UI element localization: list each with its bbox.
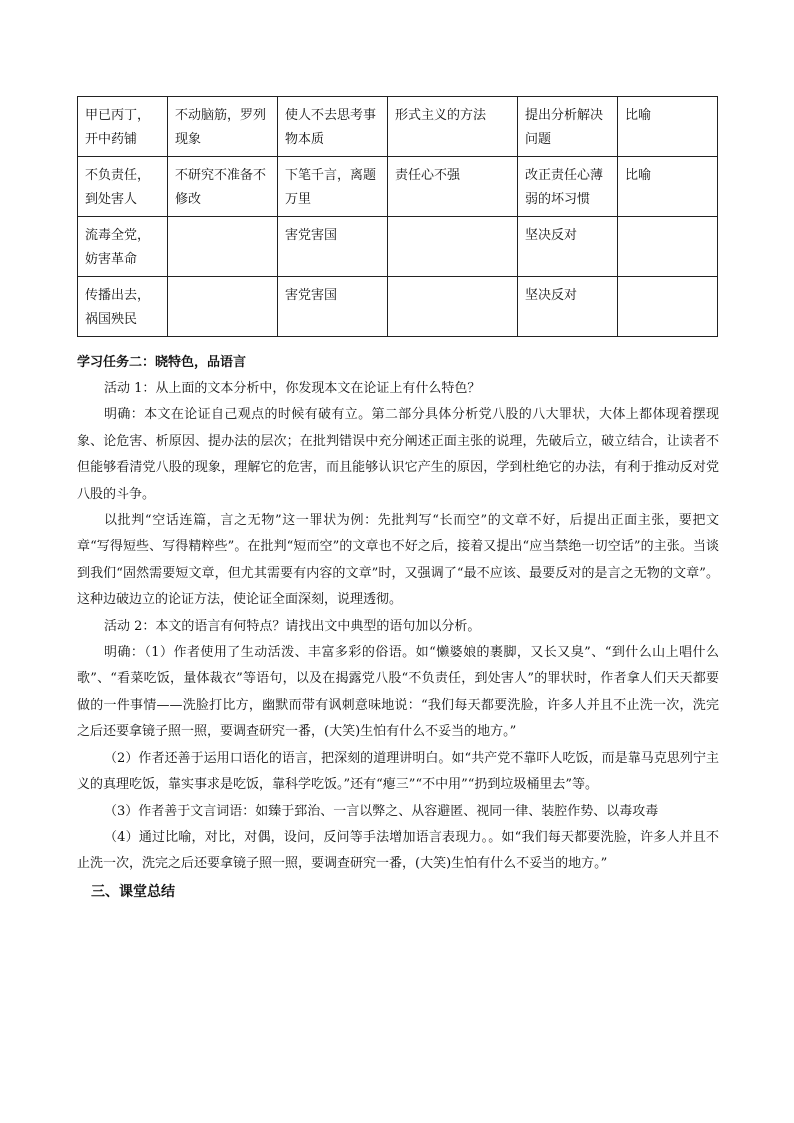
- activity1-answer-2: 以批判“空话连篇，言之无物”这一罪状为例：先批判写“长而空”的文章不好，后提出正面主张，要把文章“写得短些、写得精粹些”。在批判“短而空”的文章也不好之后，接着又提出“应当禁绝一切空话”的主张。当谈到我们“固然需要短文章，但尤其需要有内容的文章”时，又强调了“最不应该、最要反对的是言之无物的文章”。这种边破边立的论证方法，使论证全面深刻，说理透彻。: [77, 513, 719, 608]
- main-content: [77, 350, 719, 906]
- table-cell: 不负责任，到处害人: [78, 157, 168, 217]
- table-cell: 流毒全党，妨害革命: [78, 217, 168, 277]
- table-cell: 害党害国: [278, 277, 388, 337]
- table-cell: 提出分析解决问题: [518, 97, 618, 157]
- table-cell: 责任心不强: [388, 157, 518, 217]
- table-cell: 比喻: [618, 157, 718, 217]
- table-cell: 甲已丙丁，开中药铺: [78, 97, 168, 157]
- table-cell: 不动脑筋，罗列现象: [168, 97, 278, 157]
- activity2-answer-4: （4）通过比喻，对比，对偶，设问，反问等手法增加语言表现力。。如“我们每天都要洗脸，许多人并且不止洗一次，洗完之后还要拿镜子照一照，要调查研究一番，(大笑)生怕有什么不妥当的地方。”: [77, 829, 719, 872]
- table-cell: 使人不去思考事物本质: [278, 97, 388, 157]
- table-cell: [388, 277, 518, 337]
- table-cell: 比喻: [618, 97, 718, 157]
- table-row: [78, 217, 718, 277]
- table-cell: [618, 277, 718, 337]
- table-cell: 下笔千言，离题万里: [278, 157, 388, 217]
- section3-title: 三、课堂总结: [91, 883, 175, 900]
- table-cell: [618, 217, 718, 277]
- table-cell: [388, 217, 518, 277]
- table-cell: [168, 277, 278, 337]
- activity1-question: 活动 1：从上面的文本分析中，你发现本文在论证上有什么特色？: [104, 381, 481, 396]
- table-cell: 不研究不准备不修改: [168, 157, 278, 217]
- table-cell: 传播出去，祸国殃民: [78, 277, 168, 337]
- table-cell: 改正责任心薄弱的坏习惯: [518, 157, 618, 217]
- table-cell: [168, 217, 278, 277]
- task2-title: 学习任务二：晓特色，品语言: [77, 355, 247, 370]
- table-cell: 坚决反对: [518, 217, 618, 277]
- table-row: [78, 97, 718, 157]
- table-cell: 形式主义的方法: [388, 97, 518, 157]
- activity1-answer-1: 明确：本文在论证自己观点的时候有破有立。第二部分具体分析党八股的八大罪状，大体上都体现着摆现象、论危害、析原因、提办法的层次；在批判错误中充分阐述正面主张的说理，先破后立，破立结合，让读者不但能够看清党八股的现象，理解它的危害，而且能够认识它产生的原因，学到杜绝它的办法，有利于推动反对党八股的斗争。: [77, 407, 719, 502]
- activity2-question: 活动 2：本文的语言有何特点？请找出文中典型的语句加以分析。: [104, 618, 481, 634]
- activity2-answer-1: 明确：（1）作者使用了生动活泼、丰富多彩的俗语。如“懒婆娘的裹脚，又长又臭”、“到什么山上唱什么歌”、“看菜吃饭，量体裁衣”等语句，以及在揭露党八股“不负责任，到处害人”的罪状时，作者拿人们天天都要做的一件事情——洗脸打比方，幽默而带有讽刺意味地说：“我们每天都要洗脸，许多人并且不止洗一次，洗完之后还要拿镜子照一照，要调查研究一番，(大笑)生怕有什么不妥当的地方。”: [77, 645, 719, 740]
- table-row: [78, 277, 718, 337]
- table-cell: 坚决反对: [518, 277, 618, 337]
- activity2-answer-3: （3）作者善于文言词语：如臻于郅治、一言以弊之、从容避匿、视同一律、装腔作势、以毒攻毒: [104, 803, 659, 819]
- analysis-table: [77, 96, 718, 337]
- table-row: [78, 157, 718, 217]
- table-cell: 害党害国: [278, 217, 388, 277]
- activity2-answer-2: （2）作者还善于运用口语化的语言，把深刻的道理讲明白。如“共产党不靠吓人吃饭，而是靠马克思列宁主义的真理吃饭，靠实事求是吃饭，靠科学吃饭。”还有“瘪三”“不中用”“扔到垃圾桶里去”等。: [77, 750, 719, 793]
